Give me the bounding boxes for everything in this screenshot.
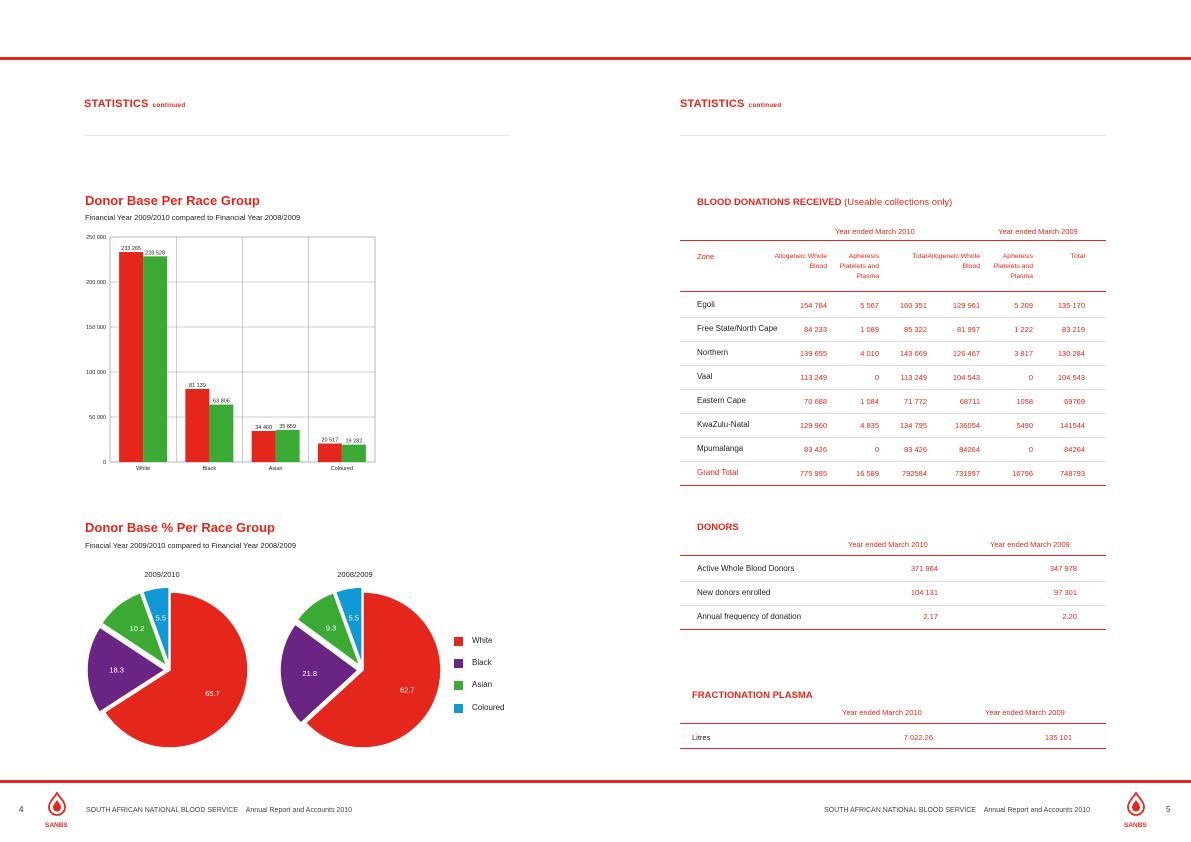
pie-value-label: 5.5 (155, 613, 167, 623)
page-number-right: 5 (1166, 805, 1171, 814)
table-cell: 129 961 (952, 301, 980, 310)
table-cell: 5 209 (1014, 301, 1033, 310)
table-cell: 4 835 (860, 421, 879, 430)
x-tick-label: Asian (268, 466, 283, 472)
table-cell: 143 669 (899, 349, 927, 358)
pie-value-label: 21.8 (302, 668, 318, 678)
table-cell: 16 589 (856, 469, 879, 478)
page-number-left: 4 (19, 805, 24, 814)
bar (342, 445, 366, 462)
table-cell: 83 219 (1062, 325, 1085, 334)
footer-report: Annual Report and Accounts 2010 (983, 807, 1090, 814)
blood-header-rule (680, 240, 1106, 241)
donors-col-2010: Year ended March 2010 (848, 540, 928, 549)
table-cell: 792584 (901, 469, 927, 478)
right-section-heading (680, 98, 781, 110)
x-tick-label: White (136, 466, 151, 472)
blood-group-2010: Year ended March 2010 (835, 227, 915, 236)
bar-chart-title: Donor Base Per Race Group (85, 193, 260, 208)
fraction-row-2010: 7 022.26 (903, 733, 933, 742)
y-tick-label: 0 (102, 460, 106, 466)
table-cell: 85 322 (904, 325, 927, 334)
grand-total-label: Grand Total (697, 468, 739, 477)
fraction-row-label: Litres (692, 733, 711, 742)
table-cell: 1 084 (860, 397, 879, 406)
legend-swatch-coloured (454, 704, 463, 713)
bar (185, 389, 209, 462)
table-cell: 748793 (1059, 469, 1085, 478)
pie-value-label: 62.7 (399, 685, 415, 695)
blood-col-header: Apheresis Platelets and Plasma (993, 253, 1033, 280)
bar (143, 256, 167, 462)
row-divider (680, 461, 1106, 462)
x-tick-label: Black (202, 466, 217, 472)
donor-row-value: 104 131 (910, 588, 938, 597)
table-cell: 731997 (954, 469, 980, 478)
table-cell: 5 567 (860, 301, 879, 310)
blood-table-title (697, 197, 952, 208)
table-cell: 104 543 (1057, 373, 1085, 382)
row-divider (680, 317, 1106, 318)
sanbs-logo-text: SANBS (1124, 822, 1147, 829)
blood-group-2009: Year ended March 2009 (998, 227, 1078, 236)
donor-row-value: 97 301 (1054, 588, 1077, 597)
bar (276, 430, 300, 462)
footer-org: SOUTH AFRICAN NATIONAL BLOOD SERVICE (824, 807, 976, 814)
table-cell: 16796 (1012, 469, 1033, 478)
fraction-bottom-rule (680, 748, 1106, 749)
table-cell: 154 784 (799, 301, 827, 310)
legend-swatch-asian (454, 681, 463, 690)
blood-table-title-note: (Useable collections only) (844, 197, 953, 208)
pie-value-label: 18.3 (109, 665, 124, 675)
row-divider (680, 413, 1106, 414)
y-tick-label: 250 000 (86, 235, 106, 241)
row-divider (680, 437, 1106, 438)
table-cell: 104 543 (952, 373, 980, 382)
legend-label-black: Black (472, 658, 492, 667)
sanbs-logo-text: SANBS (45, 822, 68, 829)
table-cell: 1 089 (860, 325, 879, 334)
table-cell: 1 222 (1014, 325, 1033, 334)
table-cell: 130 284 (1057, 349, 1085, 358)
table-cell: 0 (874, 373, 879, 382)
donor-row-value: 2.20 (1062, 612, 1077, 621)
table-cell: 84264 (959, 445, 980, 454)
table-cell: 134 795 (899, 421, 927, 430)
section-title: STATISTICS (84, 98, 149, 110)
y-tick-label: 200 000 (86, 280, 106, 286)
y-tick-label: 150 000 (86, 325, 106, 331)
zone-label: Eastern Cape (697, 396, 746, 405)
right-heading-rule (680, 135, 1106, 136)
blood-col-header: Total (1070, 253, 1085, 260)
table-cell: 129 960 (799, 421, 827, 430)
section-title: STATISTICS (680, 98, 745, 110)
donors-header-rule (680, 555, 1106, 556)
table-cell: 69769 (1064, 397, 1085, 406)
row-divider (680, 389, 1106, 390)
table-cell: 83 426 (804, 445, 827, 454)
x-tick-label: Coloured (330, 466, 354, 472)
fraction-header-rule (680, 723, 1106, 724)
footer-report: Annual Report and Accounts 2010 (245, 807, 352, 814)
table-cell: 70 688 (804, 397, 827, 406)
table-cell: 0 (1028, 373, 1033, 382)
fraction-row-2009: 135 101 (1044, 733, 1072, 742)
zone-label: KwaZulu-Natal (697, 420, 750, 429)
bar-chart-subtitle: Financial Year 2009/2010 compared to Financial Year 2008/2009 (85, 213, 301, 222)
blood-col-header: Total (912, 253, 927, 260)
donors-col-2009: Year ended March 2009 (990, 540, 1070, 549)
table-cell: 113 249 (900, 373, 927, 382)
footer-left (86, 807, 352, 814)
blood-col-header: Apheresis Platelets and Plasma (839, 253, 879, 280)
legend-label-asian: Asian (472, 680, 493, 689)
row-divider (680, 485, 1106, 486)
pie-chart-subtitle: Finacial Year 2009/2010 compared to Financial Year 2008/2009 (85, 541, 296, 550)
table-cell: 160 351 (899, 301, 927, 310)
table-cell: 0 (1028, 445, 1033, 454)
table-cell: 81 997 (957, 325, 980, 334)
donor-row-label: New donors enrolled (697, 588, 771, 597)
table-cell: 135 170 (1057, 301, 1085, 310)
table-cell: 84264 (1064, 445, 1085, 454)
table-cell: 139 655 (799, 349, 827, 358)
fraction-col-2010: Year ended March 2010 (842, 708, 922, 717)
zone-label: Northern (697, 348, 729, 357)
bottom-rule (0, 780, 1191, 783)
donors-title: DONORS (697, 522, 739, 533)
legend-label-white: White (472, 636, 493, 645)
pie-value-label: 9.3 (325, 623, 337, 633)
bar (119, 252, 143, 462)
pie-value-label: 5.5 (348, 613, 359, 623)
row-divider (680, 365, 1106, 366)
table-cell: 1058 (1016, 397, 1033, 406)
table-cell: 136054 (954, 421, 980, 430)
sanbs-logo-icon (44, 792, 70, 816)
bar-value-label: 233 265 (121, 246, 142, 253)
donor-row-value: 347 978 (1049, 564, 1077, 573)
table-cell: 3 817 (1014, 349, 1033, 358)
bar-chart (80, 232, 380, 477)
zone-label: Vaal (697, 372, 713, 381)
pie-title: 2009/2010 (144, 570, 180, 579)
table-cell: 775 995 (799, 469, 827, 478)
table-cell: 68711 (959, 397, 980, 406)
donor-row-value: 371 964 (910, 564, 938, 573)
pie-charts (70, 560, 460, 760)
table-cell: 141544 (1059, 421, 1085, 430)
bar (252, 431, 276, 462)
table-cell: 84 233 (804, 325, 827, 334)
table-cell: 5490 (1016, 421, 1033, 430)
row-divider (680, 341, 1106, 342)
zone-label: Free State/North Cape (697, 324, 778, 333)
pie-value-label: 10.2 (129, 624, 145, 634)
section-suffix: continued (748, 102, 782, 109)
row-divider (680, 581, 1106, 582)
pie-chart-title: Donor Base % Per Race Group (85, 520, 275, 535)
legend-swatch-black (454, 659, 463, 668)
table-cell: 126 467 (952, 349, 980, 358)
pie-value-label: 65.7 (205, 689, 220, 699)
table-cell: 113 249 (800, 373, 827, 382)
y-tick-label: 100 000 (86, 370, 106, 376)
footer-org: SOUTH AFRICAN NATIONAL BLOOD SERVICE (86, 807, 238, 814)
blood-table-title-main: BLOOD DONATIONS RECEIVED (697, 197, 842, 208)
top-rule (0, 57, 1191, 60)
zone-label: Mpumalanga (697, 444, 744, 453)
donor-row-label: Active Whole Blood Donors (697, 564, 795, 573)
bar-value-label: 228 528 (145, 250, 166, 257)
left-section-heading (84, 98, 185, 110)
table-cell: 71 772 (904, 397, 927, 406)
table-cell: 4 010 (860, 349, 879, 358)
table-cell: 0 (874, 445, 879, 454)
zone-label: Egoli (697, 300, 715, 309)
row-divider (680, 629, 1106, 630)
bar-value-label: 34 460 (255, 424, 273, 431)
bar-value-label: 20 517 (321, 437, 339, 444)
bar (209, 405, 233, 462)
pie-title: 2008/2009 (337, 570, 373, 579)
blood-col-header: Allogeneic Whole Blood (927, 253, 980, 270)
legend-label-coloured: Coloured (472, 703, 505, 712)
fraction-col-2009: Year ended March 2009 (985, 708, 1065, 717)
bar-value-label: 63 806 (212, 398, 230, 405)
bar-value-label: 19 282 (345, 438, 363, 445)
donor-row-value: 2.17 (923, 612, 938, 621)
bar-value-label: 81 139 (188, 382, 206, 389)
blood-header-bottom-rule (680, 291, 1106, 292)
donor-row-label: Annual frequency of donation (697, 612, 802, 621)
section-suffix: continued (152, 102, 186, 109)
row-divider (680, 605, 1106, 606)
legend-swatch-white (454, 637, 463, 646)
fractionation-title: FRACTIONATION PLASMA (692, 690, 813, 701)
blood-col-header: Zone (697, 252, 715, 261)
bar (318, 444, 342, 462)
footer-right (824, 807, 1090, 814)
sanbs-logo-icon (1123, 792, 1149, 816)
y-tick-label: 50 000 (89, 415, 106, 421)
left-heading-rule (84, 135, 510, 136)
blood-col-header: Allogeneic Whole Blood (774, 253, 827, 270)
table-cell: 83 426 (904, 445, 927, 454)
bar-value-label: 35 659 (279, 423, 297, 430)
